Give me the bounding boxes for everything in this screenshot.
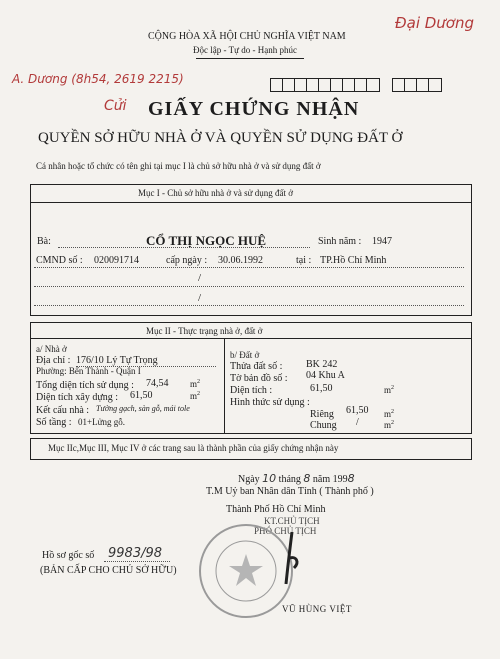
total-area-unit: $m^2$ <box>190 379 201 389</box>
section2-heading: Mục II - Thực trạng nhà ở, đất ở <box>146 326 263 336</box>
kt-chairman: KT.CHỦ TỊCH <box>264 516 320 526</box>
serial-box-2 <box>392 78 442 92</box>
issued-date: 30.06.1992 <box>218 255 263 266</box>
address: 176/10 Lý Tự Trọng <box>76 355 158 366</box>
section1-heading: Mục I - Chủ sở hữu nhà ở và sử dụng đất ở <box>138 188 294 198</box>
owner-label: Bà: <box>37 236 51 247</box>
total-area: 74,54 <box>146 378 169 389</box>
section1-box <box>30 184 472 316</box>
file-label: Hồ sơ gốc số <box>42 550 95 561</box>
handwritten-prefix: Cửi <box>104 98 127 114</box>
issue-date: Ngày 10 tháng 8 năm 1998 <box>238 472 355 485</box>
place-label: tại : <box>296 255 312 266</box>
build-area: 61,50 <box>130 390 153 401</box>
signer-name: VŨ HÙNG VIỆT <box>282 604 352 614</box>
structure-label: Kết cấu nhà : <box>36 405 90 416</box>
build-area-label: Diện tích xây dựng : <box>36 392 119 403</box>
floors: 01+Lửng gỗ. <box>78 417 125 427</box>
total-area-label: Tổng diện tích sử dụng : <box>36 380 134 391</box>
ward: Phường: Bến Thành - Quận I <box>36 366 141 376</box>
id-label: CMND số : <box>36 255 83 266</box>
motto: Độc lập - Tự do - Hạnh phúc <box>193 45 297 55</box>
birth-year: 1947 <box>372 236 392 247</box>
plot-label: Thửa đất số : <box>230 361 283 372</box>
private-label: Riêng <box>310 409 334 420</box>
city: Thành Phố Hồ Chí Minh <box>226 504 326 515</box>
vice-chairman: PHÓ CHỦ TỊCH <box>254 526 317 536</box>
plot-number: BK 242 <box>306 359 338 370</box>
handwritten-top-right: Đại Dương <box>395 14 475 32</box>
shared-unit: $m^2$ <box>384 420 395 430</box>
land-area-unit: $m^2$ <box>384 385 395 395</box>
country-name: CỘNG HÒA XÃ HỘI CHỦ NGHĨA VIỆT NAM <box>148 31 346 42</box>
build-area-unit: $m^2$ <box>190 391 201 401</box>
id-number: 020091714 <box>94 255 139 266</box>
house-label: a/ Nhà ở <box>36 344 67 354</box>
shared-label: Chung <box>310 420 337 431</box>
issued-label: cấp ngày : <box>166 255 208 266</box>
blank-line-2: / <box>198 292 202 304</box>
authority: T.M Uỷ ban Nhân dân Tỉnh ( Thành phố ) <box>206 486 374 497</box>
map-label: Tờ bản đồ số : <box>230 373 288 384</box>
address-label: Địa chỉ : <box>36 355 71 366</box>
copy-note: (BẢN CẤP CHO CHỦ SỞ HỮU) <box>40 565 177 576</box>
continuation-text: Mục IIc,Mục III, Mục IV ở các trang sau là thành phần của giấy chứng nhận này <box>48 443 339 453</box>
structure: Tường gạch, sàn gỗ, mái tole <box>96 404 190 413</box>
private-area: 61,50 <box>346 405 369 416</box>
map-number: 04 Khu A <box>306 370 345 381</box>
shared-area: / <box>356 417 359 428</box>
use-label: Hình thức sử dụng : <box>230 397 310 408</box>
certificate-subtitle: QUYỀN SỞ HỮU NHÀ Ở VÀ QUYỀN SỬ DỤNG ĐẤT Ở <box>38 130 403 146</box>
floors-label: Số tầng : <box>36 417 72 428</box>
blank-line-1: / <box>198 272 202 284</box>
place: TP.Hồ Chí Minh <box>320 255 387 266</box>
land-label: b/ Đất ở <box>230 350 260 360</box>
handwritten-note: A. Dương (8h54, 2619 2215) <box>12 72 184 86</box>
land-area-label: Diện tích : <box>230 385 273 396</box>
certificate-title: GIẤY CHỨNG NHẬN <box>148 98 360 120</box>
private-unit: $m^2$ <box>384 409 395 419</box>
file-number: 9983/98 <box>108 546 163 561</box>
land-area: 61,50 <box>310 383 333 394</box>
birth-label: Sinh năm : <box>318 236 362 247</box>
signature-icon <box>270 528 310 588</box>
intro-text: Cá nhân hoặc tổ chức có tên ghi tại mục I là chủ sở hữu nhà ở và sử dụng đất ở <box>36 161 321 171</box>
serial-box <box>270 78 380 92</box>
owner-name: CỔ THỊ NGỌC HUỆ <box>146 233 267 248</box>
